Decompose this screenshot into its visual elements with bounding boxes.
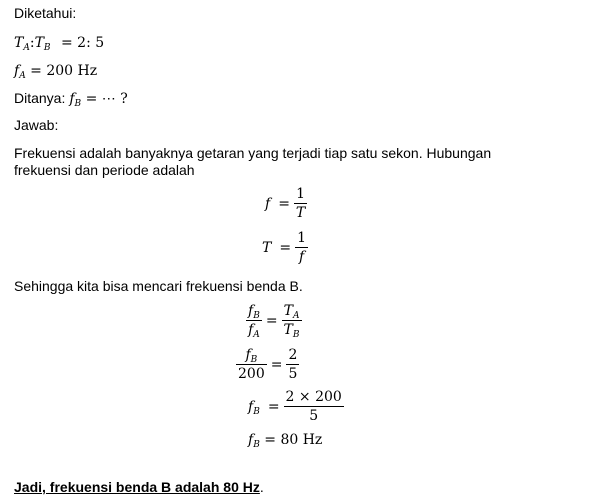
formula-f-equals-1-over-T: f = $\frac{1}{T}$ (265, 186, 306, 221)
label-diketahui: Diketahui: (14, 5, 77, 21)
step-ratio-equation: $\frac{f_B}{f_A}$ = $\frac{T_A}{T_B}$ (248, 303, 300, 340)
transition-text: Sehingga kita bisa mencari frekuensi benda B. (14, 278, 303, 294)
frequency-a-equation: $f_A = 200$ Hz (14, 63, 98, 81)
conclusion (14, 479, 264, 496)
step-substitution-equation: $\frac{f_B}{200}$ = $\frac{2}{5}$ (238, 347, 298, 382)
formula-T-equals-1-over-f: T = $\frac{1}{f}$ (262, 230, 306, 265)
step-result-equation: $f_B = 80$ Hz (248, 432, 323, 450)
explanation-line-2: frekuensi dan periode adalah (14, 162, 195, 178)
conclusion-text: Jadi, frekuensi benda B adalah 80 Hz (14, 479, 260, 495)
ratio-equation: $T_A:T_B = 2$: 5 (14, 35, 105, 53)
label-jawab: Jawab: (14, 117, 59, 133)
ditanya-line (14, 90, 128, 108)
step-solve-equation: $f_B$ = $\frac{2 \times 200}{5}$ (248, 389, 342, 424)
conclusion-period: . (259, 479, 264, 495)
label-ditanya: Ditanya: (14, 90, 66, 106)
question-equation: $f_B$ = ⋯ ? (69, 91, 128, 109)
explanation-line-1: Frekuensi adalah banyaknya getaran yang terjadi tiap satu sekon. Hubungan (14, 145, 492, 161)
